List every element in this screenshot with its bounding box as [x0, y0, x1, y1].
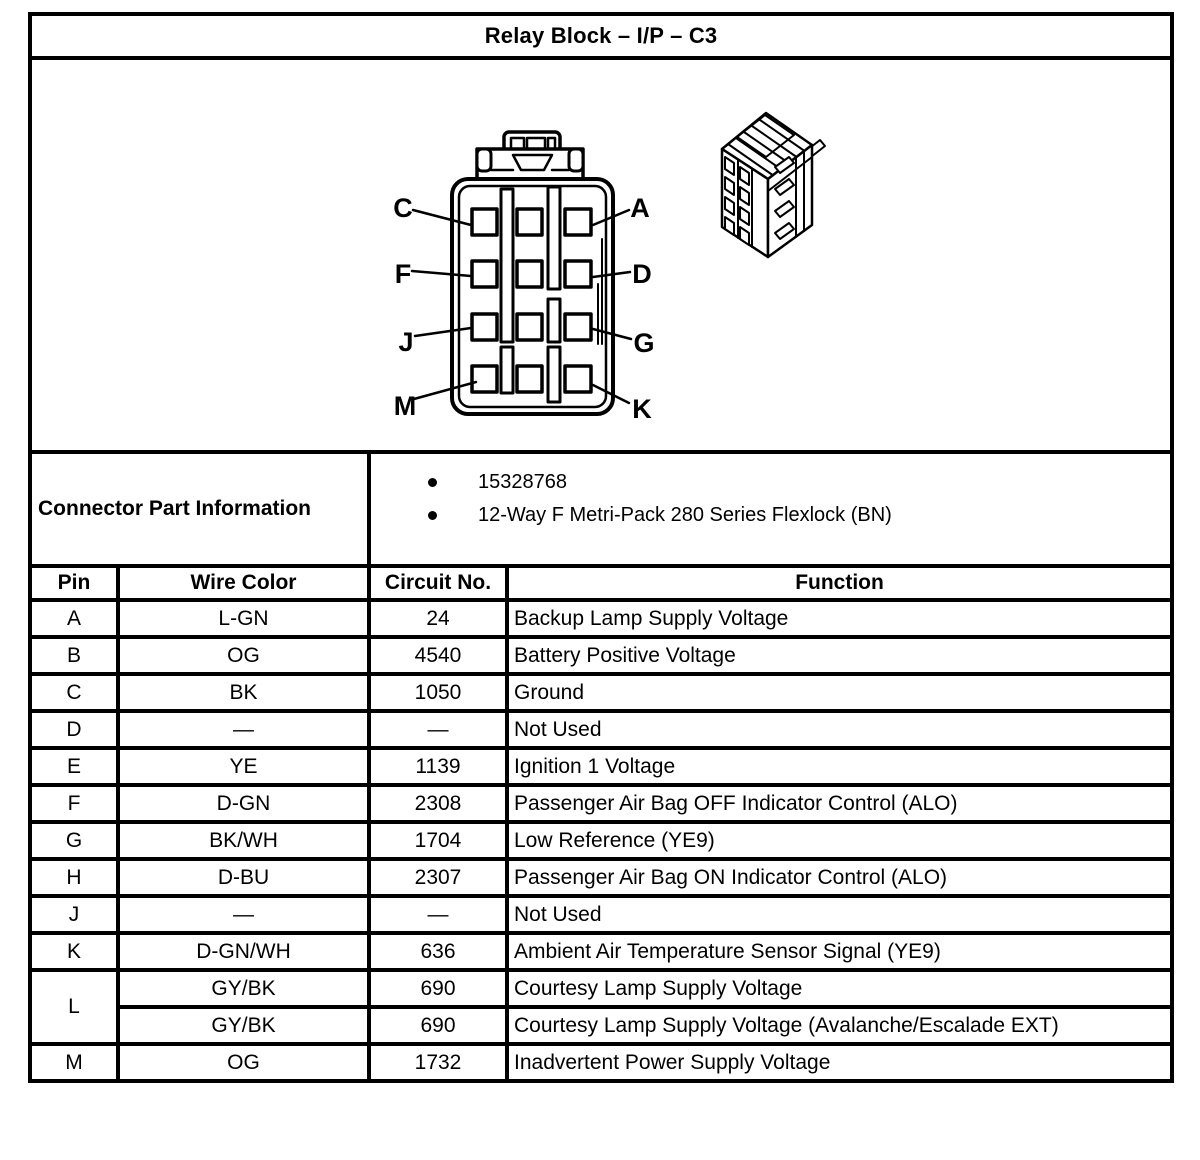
function-cell: Ambient Air Temperature Sensor Signal (YE9)	[507, 933, 1172, 970]
pin-label-d: D	[632, 259, 652, 289]
table-row	[30, 600, 1172, 637]
header-circuit-no: Circuit No.	[369, 566, 507, 600]
pin-cavity	[472, 314, 497, 340]
pin-cavity	[565, 366, 591, 392]
part-info-row	[30, 452, 1172, 566]
header-wire-color: Wire Color	[118, 566, 369, 600]
part-info-list	[369, 452, 1172, 566]
list-item	[428, 499, 1166, 532]
pin-cell: E	[30, 748, 118, 785]
table-row	[30, 785, 1172, 822]
pin-cavity	[565, 261, 591, 287]
function-cell: Not Used	[507, 896, 1172, 933]
header-function: Function	[507, 566, 1172, 600]
pin-cavity	[472, 261, 497, 287]
wire-cell: GY/BK	[118, 970, 369, 1007]
pin-cell: H	[30, 859, 118, 896]
wire-cell: YE	[118, 748, 369, 785]
function-cell: Low Reference (YE9)	[507, 822, 1172, 859]
table-row	[30, 711, 1172, 748]
circuit-cell: —	[369, 711, 507, 748]
pin-cavity	[472, 366, 497, 392]
function-cell: Courtesy Lamp Supply Voltage (Avalanche/Escalade EXT)	[507, 1007, 1172, 1044]
circuit-cell: 1704	[369, 822, 507, 859]
wire-cell: D-BU	[118, 859, 369, 896]
table-row	[30, 674, 1172, 711]
function-cell: Passenger Air Bag ON Indicator Control (ALO)	[507, 859, 1172, 896]
wire-cell: OG	[118, 637, 369, 674]
connector-info-table	[28, 12, 1174, 1083]
table-row	[30, 933, 1172, 970]
circuit-cell: 1139	[369, 748, 507, 785]
wire-cell: L-GN	[118, 600, 369, 637]
pin-cell: G	[30, 822, 118, 859]
table-header-row	[30, 566, 1172, 600]
circuit-cell: 690	[369, 1007, 507, 1044]
pin-cell: C	[30, 674, 118, 711]
pin-cavity	[472, 209, 497, 235]
pin-label-j: J	[398, 327, 414, 357]
connector-diagram	[32, 60, 1166, 450]
pin-cell: A	[30, 600, 118, 637]
wire-cell: BK	[118, 674, 369, 711]
circuit-cell: —	[369, 896, 507, 933]
pin-cavity	[517, 209, 542, 235]
wire-cell: OG	[118, 1044, 369, 1081]
diagram-row	[30, 58, 1172, 452]
pin-label-f: F	[394, 259, 412, 289]
part-description: 12-Way F Metri-Pack 280 Series Flexlock (BN)	[478, 504, 892, 526]
title-row	[30, 14, 1172, 58]
pin-cavity	[565, 209, 591, 235]
function-cell: Passenger Air Bag OFF Indicator Control (ALO)	[507, 785, 1172, 822]
wire-cell: D-GN	[118, 785, 369, 822]
table-row	[30, 970, 1172, 1007]
pin-cell: J	[30, 896, 118, 933]
pin-cavity	[517, 366, 542, 392]
pin-cell: B	[30, 637, 118, 674]
connector-face-view	[412, 132, 631, 414]
function-cell: Battery Positive Voltage	[507, 637, 1172, 674]
pin-label-m: M	[393, 391, 417, 421]
pin-cavity	[565, 314, 591, 340]
circuit-cell: 636	[369, 933, 507, 970]
pin-cell: K	[30, 933, 118, 970]
circuit-cell: 4540	[369, 637, 507, 674]
circuit-cell: 1050	[369, 674, 507, 711]
table-row	[30, 859, 1172, 896]
pin-cell: D	[30, 711, 118, 748]
bullet-icon	[428, 478, 437, 487]
circuit-cell: 1732	[369, 1044, 507, 1081]
pin-cell: M	[30, 1044, 118, 1081]
circuit-cell: 2308	[369, 785, 507, 822]
pin-table-body	[30, 600, 1172, 1081]
circuit-cell: 690	[369, 970, 507, 1007]
table-row	[30, 1007, 1172, 1044]
circuit-cell: 2307	[369, 859, 507, 896]
list-item	[428, 466, 1166, 499]
page-title: Relay Block – I/P – C3	[30, 14, 1172, 58]
header-pin: Pin	[30, 566, 118, 600]
circuit-cell: 24	[369, 600, 507, 637]
pin-cell: F	[30, 785, 118, 822]
table-row	[30, 1044, 1172, 1081]
pin-label-c: C	[393, 193, 413, 223]
function-cell: Ignition 1 Voltage	[507, 748, 1172, 785]
function-cell: Not Used	[507, 711, 1172, 748]
pin-label-k: K	[632, 394, 652, 424]
wire-cell: —	[118, 896, 369, 933]
pin-cell: L	[30, 970, 118, 1044]
diagram-cell	[30, 58, 1172, 452]
table-row	[30, 822, 1172, 859]
function-cell: Inadvertent Power Supply Voltage	[507, 1044, 1172, 1081]
wire-cell: —	[118, 711, 369, 748]
function-cell: Courtesy Lamp Supply Voltage	[507, 970, 1172, 1007]
part-info-label: Connector Part Information	[30, 452, 369, 566]
pin-label-a: A	[630, 193, 650, 223]
connector-3d-view	[722, 113, 825, 257]
pin-cavity	[517, 261, 542, 287]
table-row	[30, 896, 1172, 933]
table-row	[30, 748, 1172, 785]
function-cell: Ground	[507, 674, 1172, 711]
wire-cell: GY/BK	[118, 1007, 369, 1044]
bullet-icon	[428, 511, 437, 520]
wire-cell: D-GN/WH	[118, 933, 369, 970]
table-row	[30, 637, 1172, 674]
part-number: 15328768	[478, 471, 567, 493]
wire-cell: BK/WH	[118, 822, 369, 859]
function-cell: Backup Lamp Supply Voltage	[507, 600, 1172, 637]
pin-cavity	[517, 314, 542, 340]
pin-label-g: G	[633, 328, 655, 358]
